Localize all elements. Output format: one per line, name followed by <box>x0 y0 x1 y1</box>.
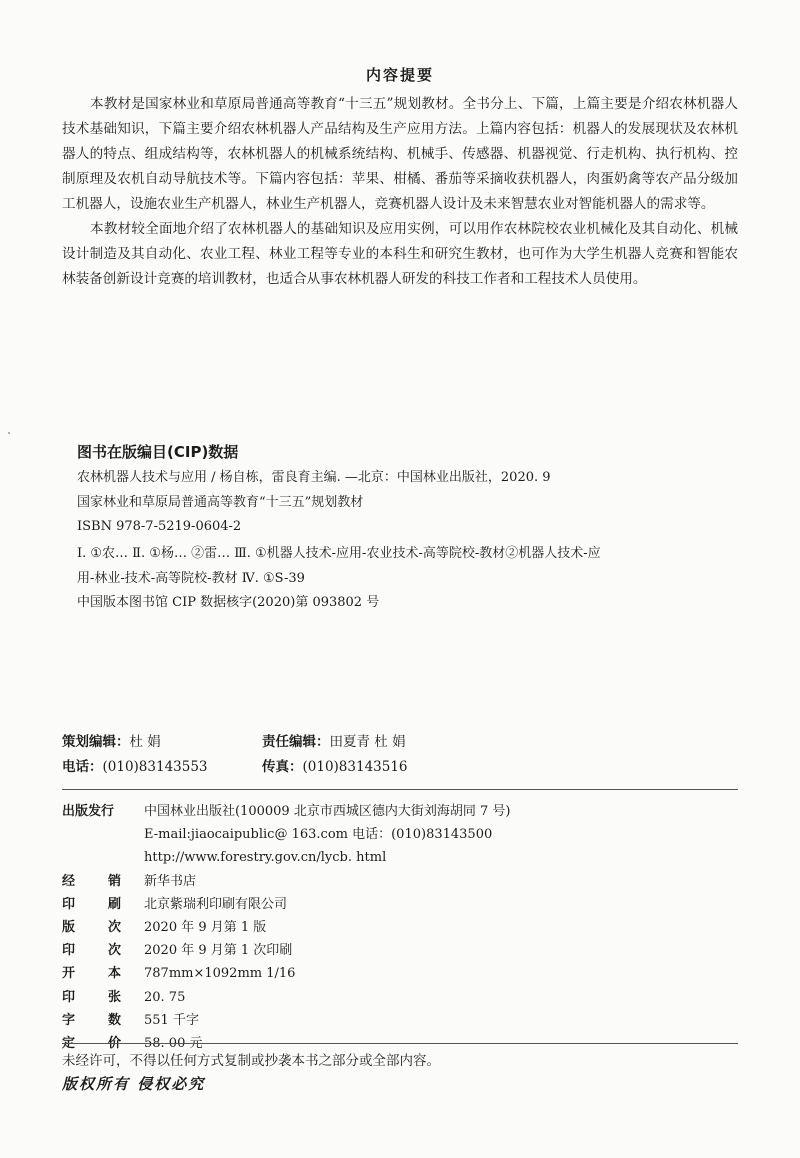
pub-row-value: 2020 年 9 月第 1 版 <box>144 920 267 936</box>
publisher-row <box>62 800 510 823</box>
cip-line-series: 国家林业和草原局普通高等教育“十三五”规划教材 <box>77 494 364 510</box>
pub-row-label-char: 数 <box>108 1012 122 1028</box>
pub-row-label-char: 定 <box>62 1036 76 1052</box>
pub-row-label-char: 本 <box>108 966 122 982</box>
pub-row-value: 北京紫瑞利印刷有限公司 <box>144 896 288 912</box>
summary-heading: 内容提要 <box>365 66 434 84</box>
summary-paragraph-1: 本教材是国家林业和草原局普通高等教育“十三五”规划教材。全书分上、下篇，上篇主要是介绍农林机器人技术基础知识，下篇主要介绍农林机器人产品结构及生产应用方法。上篇内容包括：机器人的发展现状及农林机器人的特点、组成结构等，农林机器人的机械系统结构、机械手、传感器、机器视觉、行走机构、执行机构、控制原理及农机自动导航技术等。下篇内容包括：苹果、柑橘、番茄等采摘收获机器人，肉蛋奶禽等农产品分级加工机器人，设施农业生产机器人，林业生产机器人，竞赛机器人设计及未来智慧农业对智能机器人的需求等。 <box>62 96 738 212</box>
pub-row-value: 551 千字 <box>144 1012 199 1028</box>
cip-line-title: 农林机器人技术与应用 / 杨自栋，雷良育主编. —北京：中国林业出版社，2020. 9 <box>77 470 551 485</box>
publisher-email-line: E-mail:jiaocaipublic@ 163.com 电话：(010)83143500 <box>144 827 493 843</box>
pub-row-label-char: 价 <box>108 1036 122 1052</box>
summary-paragraph-2: 本教材较全面地介绍了农林机器人的基础知识及应用实例，可以用作农林院校农业机械化及其自动化、机械设计制造及其自动化、农业工程、林业工程等专业的本科生和研究生教材，也可作为大学生机器人竞赛和智能农林装备创新设计竞赛的培训教材，也适合从事农林机器人研发的科技工作者和工程技术人员使用。 <box>62 221 738 287</box>
pub-row-label-char: 开 <box>62 966 76 982</box>
pub-row-sheets <box>62 986 510 1009</box>
pub-row-format <box>62 962 510 985</box>
pub-row-edition <box>62 916 510 939</box>
copyright-notice: 未经许可，不得以任何方式复制或抄袭本书之部分或全部内容。 <box>62 1053 440 1069</box>
pub-row-label-char: 印 <box>62 943 76 959</box>
divider-top <box>62 789 738 790</box>
pub-row-label-char: 字 <box>62 1012 76 1028</box>
publication-info <box>62 800 510 1055</box>
pub-row-label-char: 经 <box>62 873 76 889</box>
pub-row-printer <box>62 893 510 916</box>
divider-bottom <box>62 1043 738 1044</box>
pub-row-label-char: 次 <box>108 920 122 936</box>
pub-row-value: 787mm×1092mm 1/16 <box>144 966 296 982</box>
pub-row-value: 2020 年 9 月第 1 次印刷 <box>144 943 293 959</box>
publisher-label: 出版发行 <box>62 804 115 819</box>
fax-value: (010)83143516 <box>302 759 408 775</box>
cip-class-line-1: Ⅰ. ①农… Ⅱ. ①杨… ②雷… Ⅲ. ①机器人技术-应用-农业技术-高等院校-教材②机器人技术-应 <box>77 546 601 561</box>
pub-row-value: 新华书店 <box>144 873 197 889</box>
pub-row-label-char: 次 <box>108 943 122 959</box>
fax-label: 传真： <box>262 759 303 775</box>
responsible-editor <box>262 730 406 750</box>
rights-reserved: 版权所有 侵权必究 <box>62 1075 206 1093</box>
cip-class-line-2: 用-林业-技术-高等院校-教材 Ⅳ. ①S-39 <box>77 570 305 586</box>
pub-row-printing <box>62 939 510 962</box>
cip-title: 图书在版编目(CIP)数据 <box>77 443 239 461</box>
cip-record <box>77 466 737 540</box>
cip-line-isbn: ISBN 978-7-5219-0604-2 <box>77 519 242 534</box>
pub-row-label-char: 印 <box>62 896 76 912</box>
cip-classification <box>77 542 737 616</box>
phone-label: 电话： <box>62 759 103 775</box>
pub-row-label-char: 张 <box>108 989 122 1005</box>
publisher-value: 中国林业出版社(100009 北京市西城区德内大街刘海胡同 7 号) <box>144 804 511 819</box>
publisher-url-line: http://www.forestry.gov.cn/lycb. html <box>144 850 387 866</box>
responsible-editor-label: 责任编辑： <box>262 734 330 750</box>
pub-row-value: 58. 00 元 <box>144 1036 203 1052</box>
planning-editor-value: 杜 娟 <box>129 734 161 750</box>
pub-row-value: 20. 75 <box>144 989 186 1005</box>
scan-speck <box>8 432 10 434</box>
responsible-editor-value: 田夏青 杜 娟 <box>329 734 406 750</box>
pub-row-label-char: 刷 <box>108 896 122 912</box>
pub-row-wordcount <box>62 1009 510 1032</box>
phone-value: (010)83143553 <box>102 759 208 775</box>
planning-editor-label: 策划编辑： <box>62 734 130 750</box>
pub-row-label-char: 版 <box>62 920 76 936</box>
phone <box>62 755 208 775</box>
pub-row-label-char: 销 <box>108 873 122 889</box>
planning-editor <box>62 730 161 750</box>
pub-row-distributor <box>62 870 510 893</box>
summary-body <box>62 92 738 292</box>
pub-row-label-char: 印 <box>62 989 76 1005</box>
fax <box>262 755 408 775</box>
cip-library-line: 中国版本图书馆 CIP 数据核字(2020)第 093802 号 <box>77 595 380 610</box>
